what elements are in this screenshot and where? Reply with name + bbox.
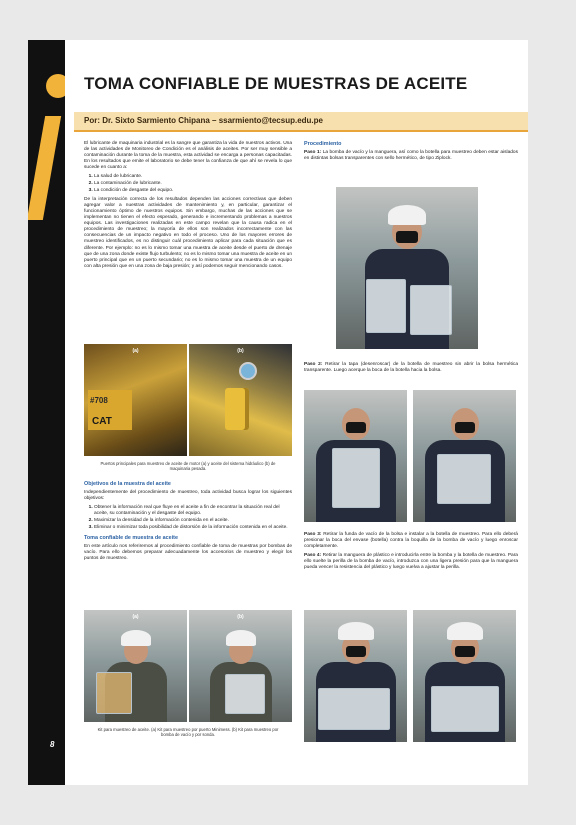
- face-mask: [455, 646, 475, 657]
- caption-ports: Puertos principales para muestreo de aceite de motor (a) y aceite del sistema hidráulico (b) de maquinaria pesada.: [100, 461, 276, 472]
- photo-step-2a: [304, 390, 407, 522]
- objectives-intro: Independientemente del procedimiento de muestreo, toda actividad busca lograr los siguientes objetivos:: [84, 490, 292, 502]
- step-text: La bomba de vacío y la manguera, así como la botella para muestreo deben estar aislados en distintas bolsas transparentes con sello hermético, de tipo Ziplock.: [304, 150, 518, 162]
- list-item: 3. La condición de desgaste del equipo.: [94, 188, 292, 194]
- face-mask: [346, 422, 366, 433]
- step-text: Retirar la manguera de plástico e introducirla entre la bomba y la botella de muestreo. Para ello suelte la perilla de la bomba de vacío, introduzca con una ligera presión para que la manguera pueda vencer la resistencia del plástico y luego vuelva a ajustar la perilla.: [304, 553, 518, 571]
- photo-step-4a: [304, 610, 407, 742]
- photo-label: (a): [132, 614, 139, 620]
- step-label: Paso 4:: [304, 553, 322, 559]
- photo-kit-minimess: [84, 610, 187, 722]
- right-column-step2: [304, 362, 518, 377]
- byline-text: Por: Dr. Sixto Sarmiento Chipana – ssarmiento@tecsup.edu.pe: [84, 116, 323, 125]
- helmet-icon: [121, 630, 151, 646]
- procedure-heading: Procedimiento: [304, 141, 342, 147]
- hydraulic-filter: [225, 388, 249, 430]
- cat-logo: CAT: [92, 416, 112, 427]
- reliable-sampling-paragraph: En este artículo nos referiremos al procedimiento confiable de toma de muestras por bombas de vacío. Para ello debemos preparar adecuadamente los accesorios de muestreo y elegir los puntos de muestreo.: [84, 543, 292, 561]
- step-text: Retirar la tapa (desenroscar) de la botella de muestreo sin abrir la bolsa hermética transparente. Luego acerque la boca de la botella hacia la bolsa.: [304, 362, 518, 374]
- left-column-bottom: [84, 477, 292, 565]
- sample-bag: [431, 686, 499, 732]
- page-number: 8: [50, 740, 55, 749]
- step-2: [304, 362, 518, 374]
- step-text: Retirar la funda de vacío de la bolsa e instalar a la botella de muestreo. Para ello deberá presionar la boca del envase (botella) contra la boquilla de la bomba de vacío y luego enroscar completamente.: [304, 532, 518, 550]
- helmet-icon: [388, 205, 426, 225]
- left-column-top: [84, 141, 292, 273]
- gauge-icon: [239, 362, 257, 380]
- intro-paragraph: El lubricante de maquinaria industrial es la sangre que garantiza la vida de nuestros activos. Una de las actividades de Monitoreo de Condición es el análisis de aceites. Por ser muy sensible a contaminación durante la toma de la muestra, esta actividad se encarga a personas capacitadas. En los resultados que emite el laboratorio se debe tener la confianza de que ahí se revela lo que sucede en cuanto a:: [84, 141, 292, 171]
- reliable-sampling-heading: Toma confiable de muestra de aceite: [84, 534, 178, 541]
- face-mask: [455, 422, 475, 433]
- interpretation-paragraph: De la interpretación correcta de los resultados dependen las acciones correctivas que deben agregar valor a nuestras actividades de mantenimiento y, en particular, garantizar el funcionamiento óptimo de nuestros equipos. Sin embargo, muchas de las acciones que se implementan no tienen el efecto esperado, generando e incrementando problemas a nuestros equipos. Las investigaciones realizadas en este campo revelan que la causa radica en el procedimiento de muestreo; la mayoría de ellos son realizados incorrectamente con las consecuencias de un impacto negativo en todo el proceso. Uno de los mayores errores de muestreo identificados, es no distinguir cuál procedimiento aplicar para cada situación que es diferente. Por ejemplo: no es lo mismo tomar una muestra de aceite desde el puerto de drenaje que de una zona donde existe flujo turbulento; no es lo mismo tomar una muestra de aceite en un puerto principal que en un puerto secundario; no es lo mismo tomar una muestra de un equipo con alta presión que en una zona de baja presión; y así podemos seguir mencionando casos.: [84, 196, 292, 269]
- objectives-heading: Objetivos de la muestra del aceite: [84, 481, 171, 487]
- monitoring-list: [84, 174, 292, 193]
- sample-bag: [96, 672, 132, 714]
- article-title: TOMA CONFIABLE DE MUESTRAS DE ACEITE: [84, 74, 468, 93]
- step-label: Paso 2:: [304, 362, 323, 367]
- photo-step-2b: [413, 390, 516, 522]
- photo-label: (b): [237, 348, 244, 354]
- sample-bag: [332, 448, 380, 508]
- info-i-logo: [28, 72, 65, 232]
- photo-label: (a): [132, 348, 139, 354]
- step-1: [304, 150, 518, 162]
- right-column-top: [304, 141, 518, 165]
- step-4: [304, 553, 518, 571]
- caption-kit: Kit para muestreo de aceite. (a) Kit para muestreo por puerto Minimess. (b) Kit para muestreo por bomba de vacío y por sonda.: [97, 727, 279, 738]
- sample-bag: [410, 285, 452, 335]
- engine-number: #708: [90, 396, 108, 405]
- sample-bag: [366, 279, 406, 333]
- helmet-icon: [226, 630, 256, 646]
- photo-hydraulic-port: [189, 344, 292, 456]
- list-item: 2. La contaminación de lubricante.: [94, 181, 292, 187]
- sample-bag: [225, 674, 265, 714]
- helmet-icon: [447, 622, 483, 640]
- list-item: 1. Obtener la información real que fluye en el aceite a fin de encontrar la situación real del aceite, su contaminación y el desgaste del equipo.: [94, 505, 292, 517]
- face-mask: [346, 646, 366, 657]
- step-label: Paso 3:: [304, 532, 322, 537]
- list-item: 2. Maximizar la densidad de la información contenida en el aceite.: [94, 518, 292, 524]
- photo-engine-port: [84, 344, 187, 456]
- objectives-list: [84, 505, 292, 530]
- photo-label: (b): [237, 614, 244, 620]
- list-item: 3. Eliminar o minimizar toda posibilidad de distorsión de la información contenida en el aceite.: [94, 525, 292, 531]
- list-item: 1. La salud de lubricante.: [94, 174, 292, 180]
- face-mask: [396, 231, 418, 243]
- sample-bag: [318, 688, 390, 730]
- logo-stem: [28, 116, 61, 220]
- right-column-steps34: [304, 532, 518, 575]
- logo-dot: [46, 74, 65, 98]
- photo-kit-vacuum: [189, 610, 292, 722]
- step-3: [304, 532, 518, 550]
- photo-step-4b: [413, 610, 516, 742]
- sample-bag: [437, 454, 491, 504]
- article-page: [28, 40, 528, 785]
- byline-band: [74, 112, 528, 132]
- helmet-icon: [338, 622, 374, 640]
- photo-step-1: [336, 187, 478, 349]
- step-label: Paso 1:: [304, 150, 322, 156]
